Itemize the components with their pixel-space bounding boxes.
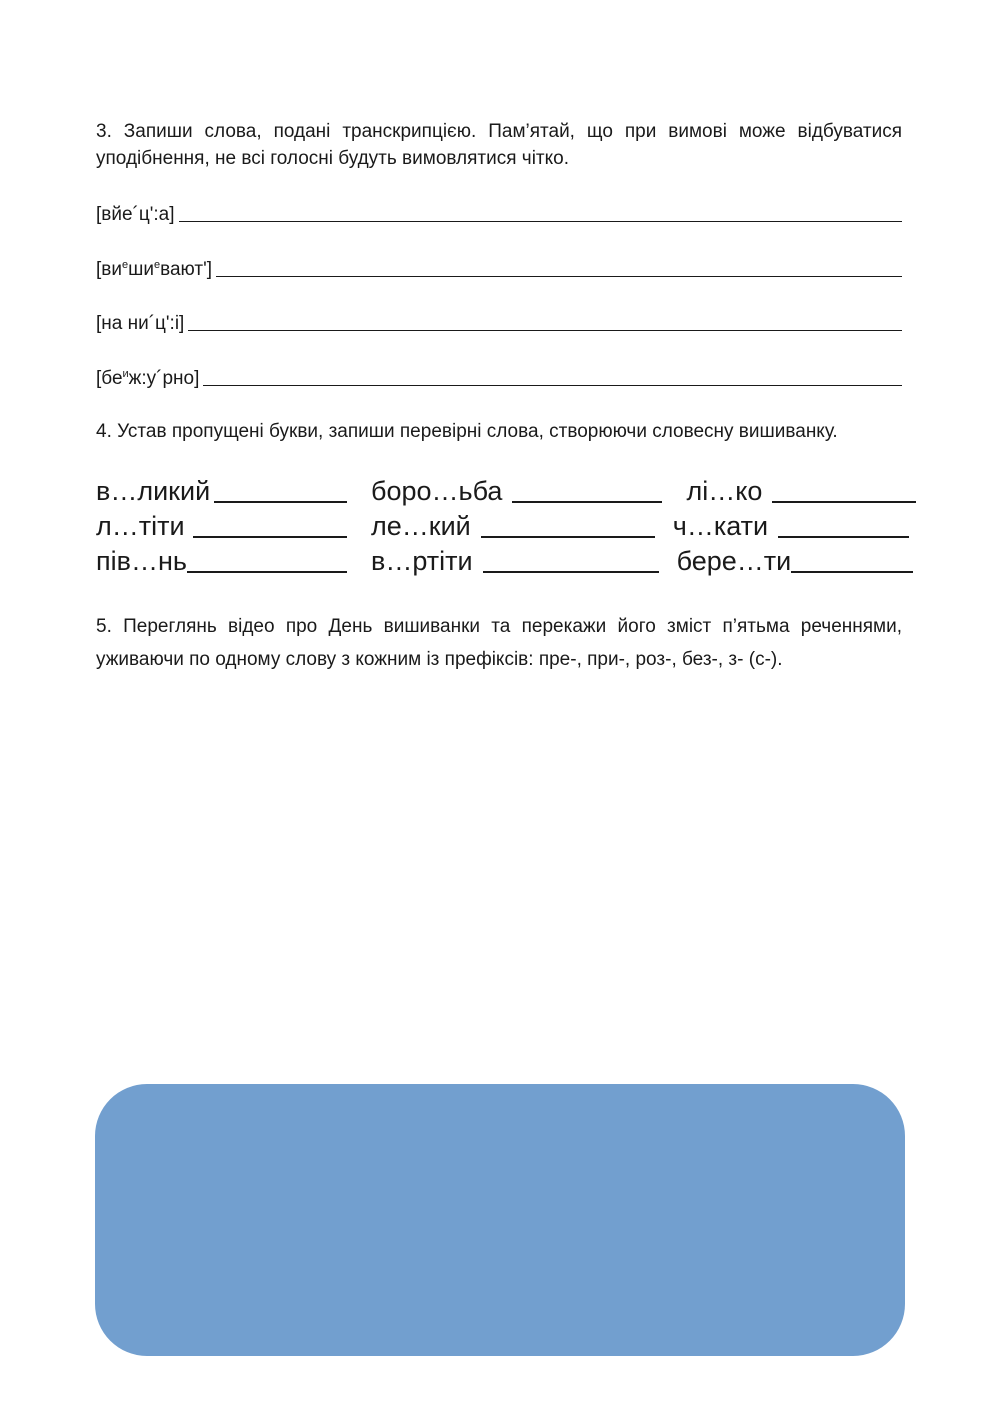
word-row-1	[96, 472, 906, 507]
video-placeholder[interactable]	[95, 1084, 905, 1356]
word: лі…ко	[686, 476, 763, 506]
transcription-1: [вйе´ц':а]	[96, 204, 175, 225]
answer-blank[interactable]	[772, 501, 916, 503]
word-cell[interactable]	[371, 476, 662, 507]
answer-blank[interactable]	[187, 571, 347, 573]
word: бере…ти	[676, 546, 792, 576]
word-cell[interactable]	[680, 476, 916, 507]
word: л…тіти	[96, 511, 185, 541]
answer-blank[interactable]	[512, 501, 662, 503]
task4-instruction: 4. Устав пропущені букви, запиши перевірні слова, створюючи словесну вишиванку.	[96, 421, 838, 442]
answer-line-4[interactable]	[203, 385, 902, 386]
answer-blank[interactable]	[791, 571, 912, 573]
word-cell[interactable]	[371, 546, 659, 577]
answer-line-1[interactable]	[179, 221, 902, 222]
word: в…ликий	[96, 476, 211, 506]
word-cell[interactable]	[96, 476, 347, 507]
answer-blank[interactable]	[778, 536, 909, 538]
answer-blank[interactable]	[214, 501, 347, 503]
answer-line-3[interactable]	[188, 330, 902, 331]
transcription-line-1[interactable]	[96, 198, 902, 226]
word-cell[interactable]	[96, 511, 347, 542]
transcription-4: $[бе^иж:у´рно]$	[96, 368, 200, 389]
word: ле…кий	[371, 511, 471, 541]
word-cell[interactable]	[96, 546, 347, 577]
word: пів…нь	[96, 546, 187, 576]
word: боро…ьба	[371, 476, 503, 506]
word-cell[interactable]	[371, 511, 655, 542]
transcription-line-3[interactable]	[96, 307, 902, 335]
answer-line-2[interactable]	[216, 276, 902, 277]
transcription-line-4[interactable]	[96, 362, 902, 390]
transcription-3: [на ни´ц':і]	[96, 313, 185, 334]
word-cell[interactable]	[673, 511, 909, 542]
task3-instruction: 3. Запиши слова, подані транскрипцією. Пам’ятай, що при вимові може відбуватися уподібнення, не всі голосні будуть вимовлятися чітко.	[96, 121, 902, 169]
task5-instruction: 5. Переглянь відео про День вишиванки та перекажи його зміст п’ятьма реченнями, уживаючи по одному слову з кожним із префіксів: пре-, при-, роз-, без-, з- (с-).	[96, 616, 902, 670]
word-row-2	[96, 507, 906, 542]
transcription-2: $[ви^еши^евают']$	[96, 259, 212, 280]
word-grid	[96, 472, 906, 577]
transcription-line-2[interactable]	[96, 253, 902, 281]
word: ч…кати	[672, 511, 769, 541]
word-row-3	[96, 542, 906, 577]
word: в…ртіти	[371, 546, 473, 576]
word-cell[interactable]	[677, 546, 913, 577]
answer-blank[interactable]	[483, 571, 659, 573]
answer-blank[interactable]	[193, 536, 347, 538]
answer-blank[interactable]	[481, 536, 655, 538]
